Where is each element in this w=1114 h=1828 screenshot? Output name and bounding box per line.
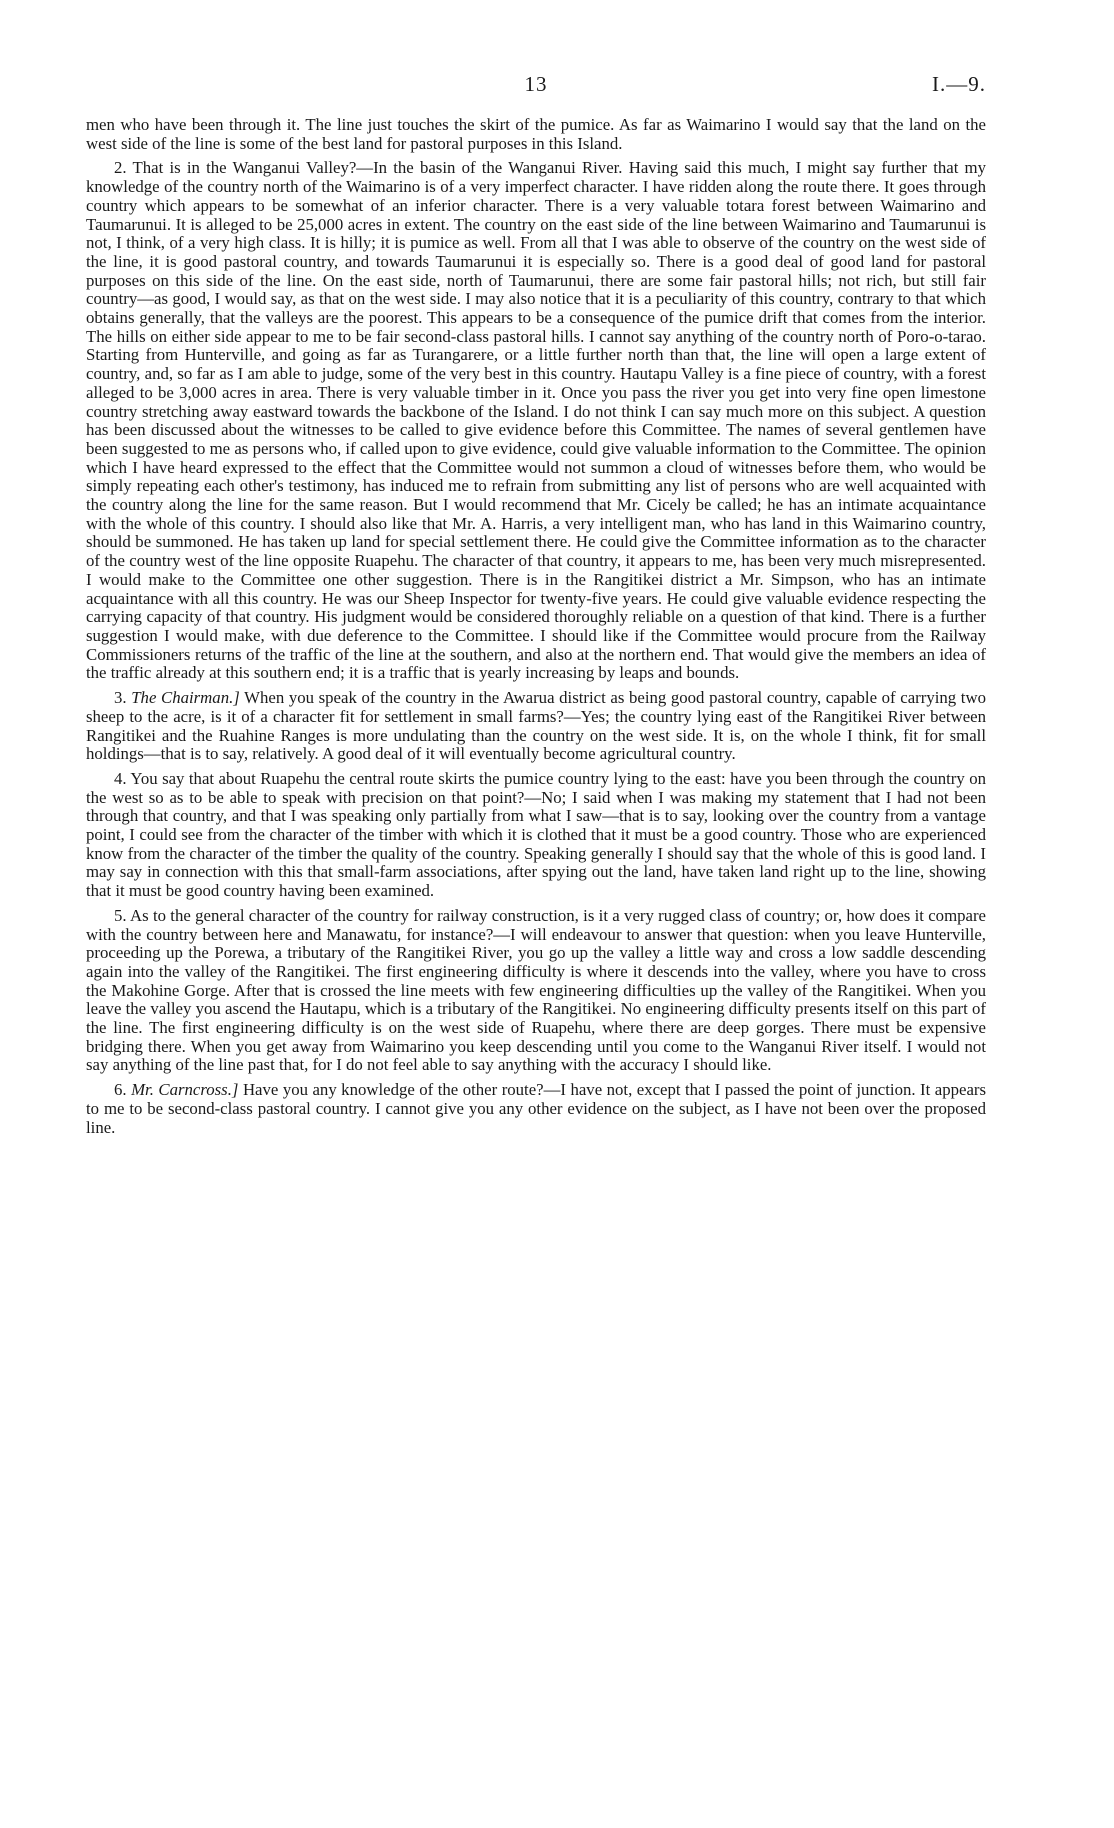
paragraph	[86, 770, 986, 901]
paragraph-text: That is in the Wanganui Valley?—In the basin of the Wanganui River. Having said this much, I might say further that my knowledge of the country north of the Waimarino is of a very imperfect character. I have ridden along the route there. It goes through country which appears to be somewhat of an inferior character. There is a very valuable totara forest between Waimarino and Taumarunui. It is alleged to be 25,000 acres in extent. The country on the east side of the line between Waimarino and Taumarunui is not, I think, of a very high class. It is hilly; it is pumice as well. From all that I was able to observe of the country on the west side of the line, it is good pastoral country, and towards Taumarunui it is especially so. There is a good deal of good land for pastoral purposes on this side of the line. On the east side, north of Taumarunui, there are some fair pastoral hills; not rich, but still fair country—as good, I would say, as that on the west side. I may also notice that it is a peculiarity of this country, contrary to that which obtains generally, that the valleys are the poorest. This appears to be a consequence of the pumice drift that comes from the interior. The hills on either side appear to me to be fair second-class pastoral hills. I cannot say anything of the country north of Poro-o-tarao. Starting from Hunterville, and going as far as Turangarere, or a little further north than that, the line will open a large extent of country, and, so far as I am able to judge, some of the very best in this country. Hautapu Valley is a fine piece of country, with a forest alleged to be 3,000 acres in area. There is very valuable timber in it. Once you pass the river you get into very fine open limestone country stretching away eastward towards the backbone of the Island. I do not think I can say much more on this subject. A question has been discussed about the witnesses to be called to give evidence before this Committee. The names of several gentlemen have been suggested to me as persons who, if called upon to give evidence, could give valuable information to the Committee. The opinion which I have heard expressed to the effect that the Committee would not summon a cloud of witnesses before them, who would be simply repeating each other's testimony, has induced me to refrain from submitting any list of persons who are well acquainted with the country along the line for the same reason. But I would recommend that Mr. Cicely be called; he has an intimate acquaintance with the whole of this country. I should also like that Mr. A. Harris, a very intelligent man, who has land in this Waimarino country, should be summoned. He has taken up land for special settlement there. He could give the Committee information as to the character of the country west of the line opposite Ruapehu. The character of that country, it appears to me, has been very much misrepresented. I would make to the Committee one other suggestion. There is in the Rangitikei district a Mr. Simpson, who has an intimate acquaintance with all this country. He was our Sheep Inspector for twenty-five years. He could give valuable evidence respecting the carrying capacity of that country. His judgment would be considered thoroughly reliable on a question of that kind. There is a further suggestion I would make, with due deference to the Committee. I should like if the Committee would procure from the Railway Commissioners returns of the traffic of the line at the southern, and also at the northern end. That would give the members an idea of the traffic already at this southern end; it is a traffic that is yearly increasing by leaps and bounds.	[86, 158, 986, 683]
body-text	[86, 116, 986, 1137]
question-number: 6.	[114, 1080, 127, 1100]
paragraph	[86, 907, 986, 1075]
paragraph-text: When you speak of the country in the Awarua district as being good pastoral country, capable of carrying two sheep to the acre, is it of a character fit for settlement in small farms?—Yes; the country lying east of the Rangitikei River between Rangitikei and the Ruahine Ranges is more undulating than the country on the west side. It is, on the whole I think, fit for small holdings—that is to say, relatively. A good deal of it will eventually become agricultural country.	[86, 688, 986, 764]
speaker-name: Mr. Carncross.]	[131, 1080, 239, 1100]
paragraph-text: As to the general character of the country for railway construction, is it a very rugged class of country; or, how does it compare with the country between here and Manawatu, for instance?—I will endeavour to answer that question: when you leave Hunterville, proceeding up the Porewa, a tributary of the Rangitikei River, you go up the valley a little way and cross a low saddle descending again into the valley of the Rangitikei. The first engineering difficulty is where it descends into the valley, where you have to cross the Makohine Gorge. After that is crossed the line meets with few engineering difficulties up the valley of the Rangitikei. When you leave the valley you ascend the Hautapu, which is a tributary of the Rangitikei. No engineering difficulty presents itself on this part of the line. The first engineering difficulty is on the west side of Ruapehu, where there are deep gorges. There must be expensive bridging there. When you get away from Waimarino you keep descending until you come to the Wanganui River itself. I would not say anything of the line past that, for I do not feel able to say anything with the accuracy I should like.	[86, 905, 986, 1075]
question-number: 4.	[114, 768, 127, 788]
question-number: 2.	[114, 158, 127, 178]
speaker-name: The Chairman.]	[131, 688, 240, 708]
document-reference: I.—9.	[932, 72, 986, 96]
paragraph	[86, 116, 986, 153]
paragraph-text: men who have been through it. The line just touches the skirt of the pumice. As far as Waimarino I would say that the land on the west side of the line is some of the best land for pastoral purposes in this Island.	[86, 115, 986, 153]
paragraph	[86, 1081, 986, 1137]
paragraph	[86, 159, 986, 683]
page-number: 13	[524, 72, 548, 96]
page-header	[86, 72, 986, 106]
paragraph	[86, 689, 986, 764]
paragraph-text: You say that about Ruapehu the central route skirts the pumice country lying to the east: have you been through the country on the west so as to be able to speak with precision on that point?—No; I said when I was making my statement that I had not been through that country, and that I was speaking only partially from what I saw—that is to say, looking over the country from a vantage point, I could see from the character of the timber with which it is clothed that it must be a good country. Those who are experienced know from the character of the timber the quality of the country. Speaking generally I should say that the whole of this is good land. I may say in connection with this that small-farm associations, after spying out the land, have taken land right up to the line, showing that it must be good country having been examined.	[86, 768, 987, 901]
document-page	[86, 72, 986, 1143]
question-number: 3.	[114, 688, 127, 708]
question-number: 5.	[114, 905, 127, 925]
paragraph-text: Have you any knowledge of the other route?—I have not, except that I passed the point of junction. It appears to me to be second-class pastoral country. I cannot give you any other evidence on the subject, as I have not been over the proposed line.	[86, 1080, 987, 1137]
